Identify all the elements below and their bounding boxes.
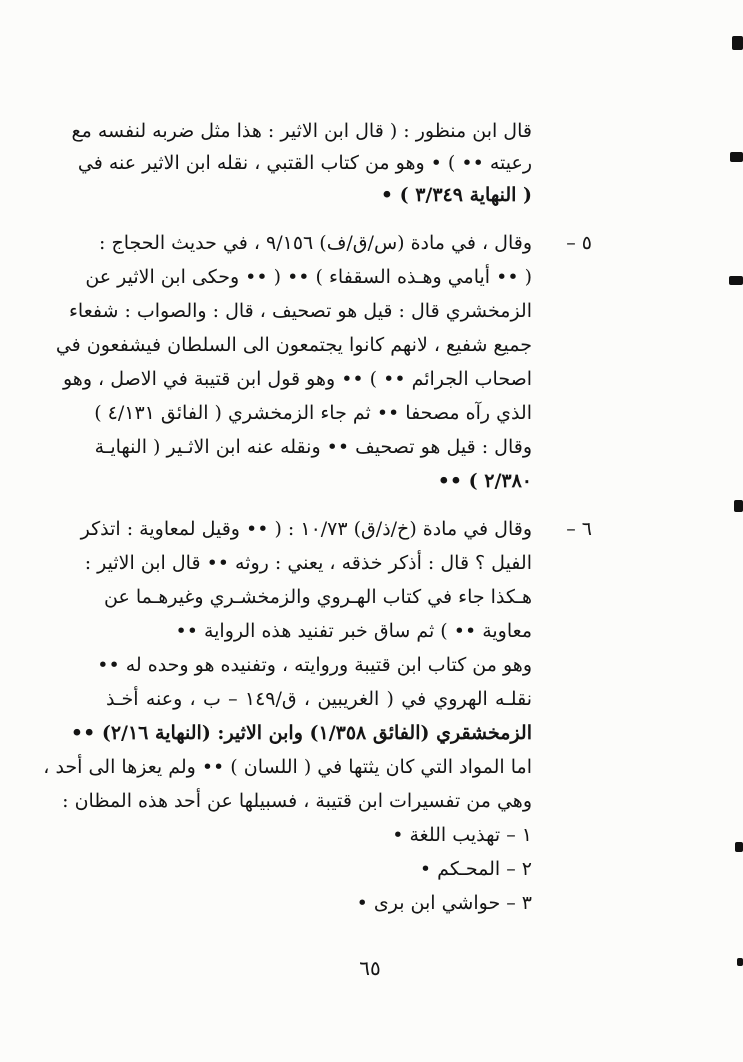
item-5-line-6: الذي رآه مصحفا •• ثم جاء الزمخشري ( الفائق ٤/١٣١ ) xyxy=(94,402,532,424)
sources-list-item-3: ٣ – حواشي ابن برى • xyxy=(356,892,532,914)
paragraph-2-line-2: نقلـه الهروي في ( الغريبين ، ق/١٤٩ – ب ، وعنه أخـذ xyxy=(106,688,532,710)
paragraph-1-line-1: قال ابن منظور : ( قال ابن الاثير : هذا مثل ضربه لنفسه مع xyxy=(71,120,532,142)
item-5-line-8: ٢/٣٨٠ ) •• xyxy=(437,470,532,492)
paragraph-2-line-4: اما المواد التي كان يثتها في ( اللسان ) •• ولم يعزها الى أحد ، xyxy=(43,756,532,778)
item-6-line-4: معاوية •• ) ثم ساق خبر تفنيد هذه الرواية •• xyxy=(175,620,532,642)
item-5-line-5: اصحاب الجرائم •• ) •• وهو قول ابن قتيبة في الاصل ، وهو xyxy=(62,368,532,390)
paragraph-2-line-1: وهو من كتاب ابن قتيبة وروايته ، وتفنيده هو وحده له •• xyxy=(97,654,532,676)
item-6-line-2: الفيل ؟ قال : أذكر خذقه ، يعني : روثه •• قال ابن الاثير : xyxy=(84,552,532,574)
sources-list-item-2: ٢ – المحـكم • xyxy=(419,858,532,880)
item-6-number: ٦ – xyxy=(566,518,592,540)
item-5-number: ٥ – xyxy=(566,232,592,254)
scan-edge-mark xyxy=(734,500,743,512)
scan-edge-mark xyxy=(735,842,743,852)
scan-edge-mark xyxy=(732,36,743,50)
sources-list-item-1: ١ – تهذيب اللغة • xyxy=(392,824,532,846)
item-5-line-2: ( •• أيامي وهـذه السقفاء ) •• ( •• وحكى ابن الاثير عن xyxy=(85,266,532,288)
item-6-line-3: هـكذا جاء في كتاب الهـروي والزمخشـري وغيرهـما عن xyxy=(104,586,532,608)
paragraph-2-line-5: وهي من تفسيرات ابن قتيبة ، فسبيلها عن أحد هذه المظان : xyxy=(62,790,532,812)
item-5-line-7: وقال : قيل هو تصحيف •• ونقله عنه ابن الاثـير ( النهايـة xyxy=(94,436,532,458)
page-number: ٦٥ xyxy=(359,956,381,980)
scan-edge-mark xyxy=(737,958,743,966)
paragraph-2-line-3: الزمخشقري (الفائق ١/٣٥٨) وابن الاثير: (النهاية ٢/١٦) •• xyxy=(70,722,532,744)
paragraph-1-line-3: ( النهاية ٣/٣٤٩ ) • xyxy=(380,184,532,206)
item-5-line-1: وقال ، في مادة (س/ق/ف) ٩/١٥٦ ، في حديث الحجاج : xyxy=(99,232,532,254)
paragraph-1-line-2: رعيته •• ) • وهو من كتاب القتبي ، نقله ابن الاثير عنه في xyxy=(77,152,532,174)
item-5-line-3: الزمخشري قال : قيل هو تصحيف ، قال : والصواب : شفعاء xyxy=(68,300,532,322)
item-6-line-1: وقال في مادة (خ/ذ/ق) ١٠/٧٣ : ( •• وقيل لمعاوية : اتذكر xyxy=(80,518,532,540)
item-5-line-4: جميع شفيع ، لانهم كانوا يجتمعون الى السلطان فيشفعون في xyxy=(55,334,532,356)
scan-edge-mark xyxy=(730,152,743,162)
scan-edge-mark xyxy=(729,276,743,285)
